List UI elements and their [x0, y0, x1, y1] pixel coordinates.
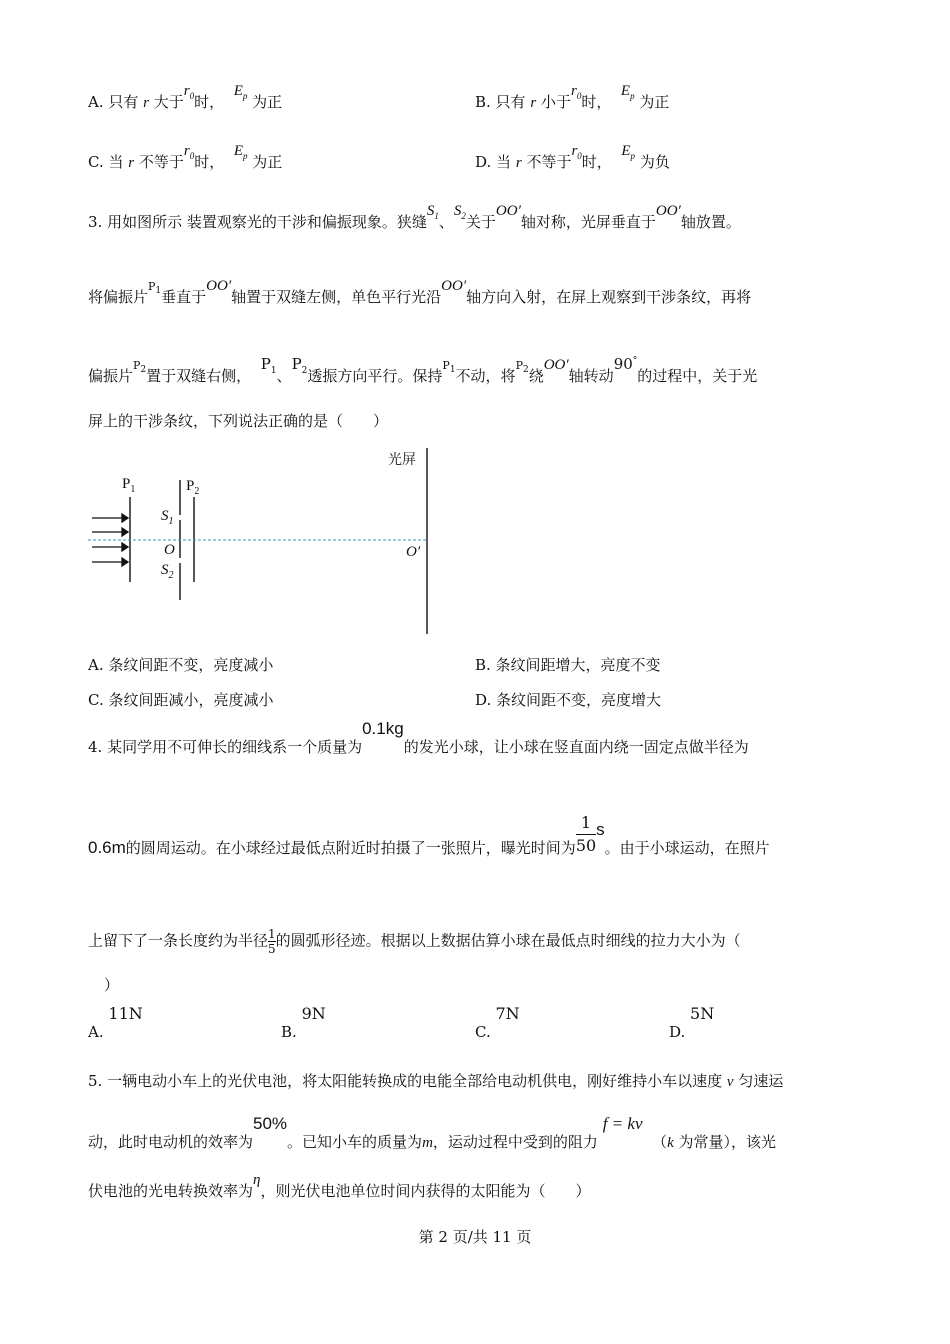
q3-option-a: A. 条纹间距不变，亮度减小: [88, 656, 274, 674]
q3-line-2: 将偏振片$^{P_1}$垂直于OO′轴置于双缝左侧，单色平行光沿OO′轴方向入射，在屏上观察到干涉条纹，再将: [88, 278, 752, 306]
q4-option-c: C. 7N: [475, 1004, 520, 1041]
q3-line-1: 3. 用如图所示 装置观察光的干涉和偏振现象。狭缝$S_1$、$S_2$关于OO′轴对称，光屏垂直于OO′轴放置。: [88, 203, 741, 231]
page-footer: 第 2 页/共 11 页: [418, 1228, 532, 1246]
q5-line-3: 伏电池的光电转换效率为η，则光伏电池单位时间内获得的太阳能为（ ）: [88, 1172, 591, 1200]
q4-option-b: B. 9N: [281, 1004, 326, 1041]
p2-label: $P_2$: [186, 478, 200, 497]
q4-line-1: 4. 某同学用不可伸长的细线系一个质量为0.1kg的发光小球，让小球在竖直面内绕一固定点做半径为: [88, 719, 749, 756]
q3-option-b: B. 条纹间距增大，亮度不变: [475, 656, 661, 674]
optics-diagram: [86, 440, 446, 640]
r0-symbol: $r_0$: [183, 83, 195, 101]
s2-label: $S_2$: [161, 562, 174, 581]
q4-line-4: ）: [104, 976, 120, 994]
p1-label: $P_1$: [122, 476, 136, 495]
q4-line-3: 上留下了一条长度约为半径 $\frac{1}{5}$ 的圆弧形径迹。根据以上数据估算小球在最低点时细线的拉力大小为（: [88, 927, 741, 956]
o-label: O: [164, 542, 175, 558]
o-prime-label: O′: [406, 544, 421, 560]
radius-fraction: $\frac{1}{5}$: [268, 927, 276, 956]
q2-option-c: C. 当 r 不等于$r_0$时， $E_p$ 为正: [88, 143, 283, 171]
q3-line-3: 偏振片$^{P_2}$置于双缝右侧， $P_1$、$P_2$透振方向平行。保持$^{P_1}$不动，将$^{P_2}$绕OO′轴转动90°的过程中，关于光: [88, 355, 758, 385]
q4-option-a: A. 11N: [88, 1004, 143, 1041]
s1-label: $S_1$: [161, 508, 174, 527]
exposure-fraction: $\frac{1}{50}$: [575, 812, 597, 855]
q5-line-1: 5. 一辆电动小车上的光伏电池，将太阳能转换成的电能全部给电动机供电，刚好维持小车以速度 v 匀速运: [88, 1072, 784, 1090]
q4-option-d: D. 5N: [669, 1004, 715, 1041]
screen-label: 光屏: [388, 452, 416, 468]
q5-line-2: 动，此时电动机的效率为50%。已知小车的质量为m，运动过程中受到的阻力 f = kv （k 为常量），该光: [88, 1114, 777, 1151]
q2-option-d: D. 当 r 不等于$r_0$时， $E_p$ 为负: [475, 143, 670, 171]
q2-option-b: B. 只有 r 小于$r_0$时， $E_p$ 为正: [475, 83, 670, 111]
q3-option-d: D. 条纹间距不变，亮度增大: [475, 691, 662, 709]
q4-line-2: 0.6m的圆周运动。在小球经过最低点附近时拍摄了一张照片，曝光时间为 $\frac{1}{50}$ s。由于小球运动，在照片: [88, 812, 770, 857]
q2-option-a: A. 只有 r 大于$r_0$时， $E_p$ 为正: [88, 83, 283, 111]
q3-option-c: C. 条纹间距减小，亮度减小: [88, 691, 274, 709]
q3-line-4: 屏上的干涉条纹，下列说法正确的是（ ）: [88, 412, 389, 430]
